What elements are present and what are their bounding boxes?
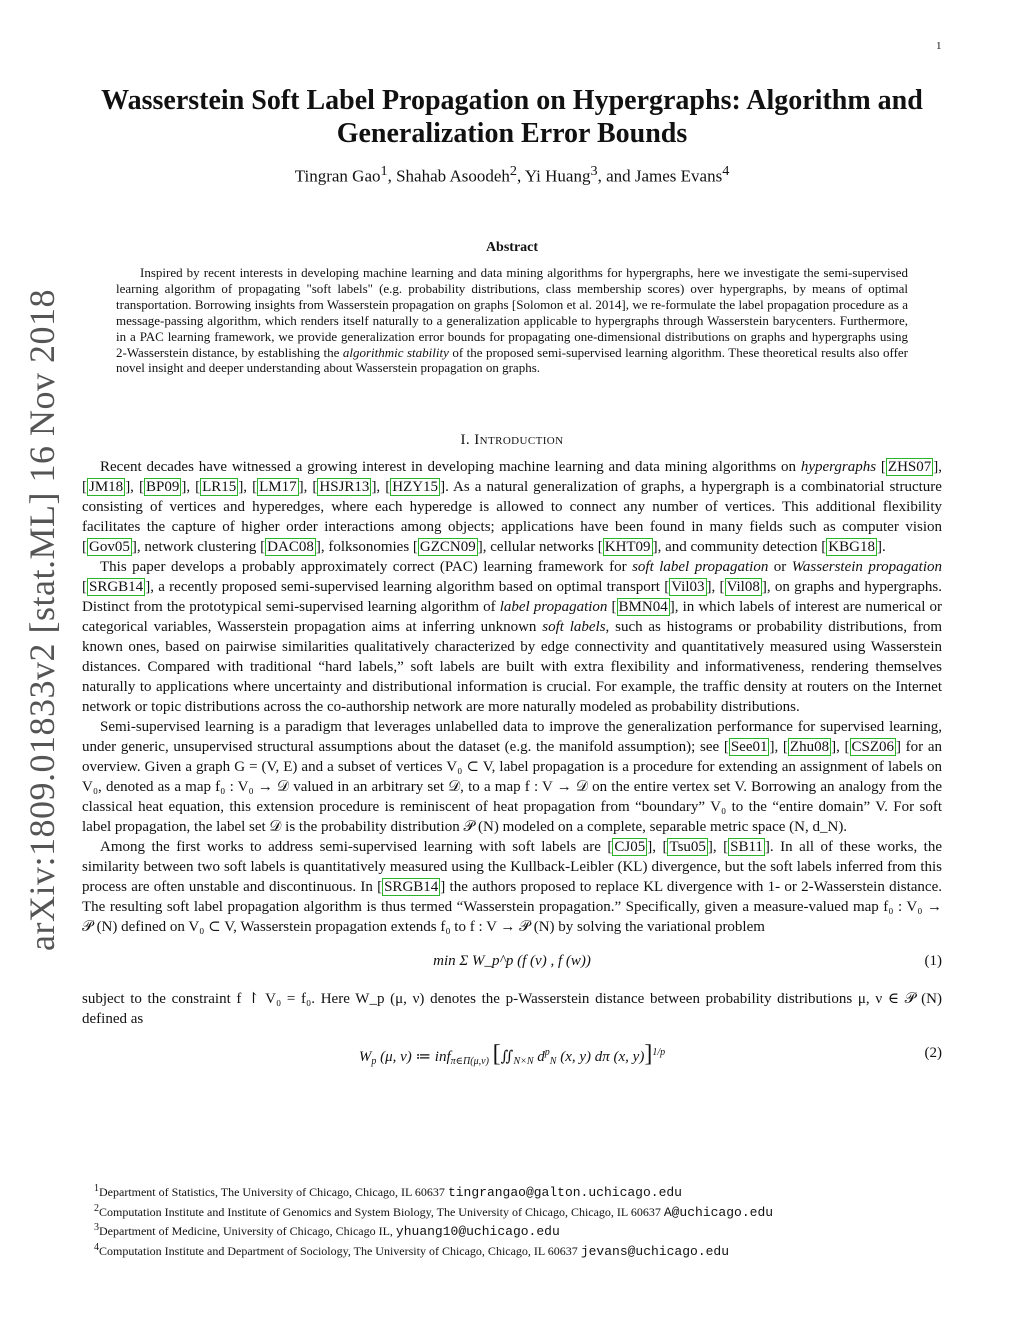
citation-link[interactable]: CSZ06 <box>851 739 895 755</box>
author: Shahab Asoodeh <box>396 166 510 186</box>
section-number: I. <box>460 432 471 448</box>
footnote-mark: 4 <box>94 1241 99 1253</box>
paragraph <box>82 989 942 1029</box>
emphasis: soft label propagation <box>632 559 769 575</box>
paper-title <box>80 84 944 150</box>
citation-link[interactable]: HZY15 <box>392 479 439 495</box>
text: , a recently proposed semi-supervised learning algorithm based on optimal transport <box>150 579 665 595</box>
footnote <box>94 1240 954 1260</box>
emphasis: label propagation <box>499 599 608 615</box>
footnotes <box>94 1181 954 1259</box>
citation-link[interactable]: Vil03 <box>671 579 705 595</box>
text: This paper develops a probably approximately correct (PAC) learning framework for <box>100 559 633 575</box>
citation-link[interactable]: BP09 <box>145 479 180 495</box>
text: Recent decades have witnessed a growing interest in developing machine learning and data mining algorithms on <box>100 459 801 475</box>
text: or <box>768 559 792 575</box>
text: , and community detection <box>657 539 822 555</box>
author: James Evans <box>634 166 723 186</box>
equation-1-formula: min Σ W_p^p (f (v) , f (w)) <box>433 953 591 969</box>
page-number: 1 <box>936 40 942 52</box>
author-list: Tingran Gao$^1$, Shahab Asoodeh$^2$, Yi Huang$^3$, and James Evans$^4$ <box>294 163 730 186</box>
citation-link[interactable]: CJ05 <box>614 839 646 855</box>
title-line-2: Generalization Error Bounds <box>336 118 688 149</box>
author: Tingran Gao <box>294 166 381 186</box>
citation-link[interactable]: SRGB14 <box>384 879 439 895</box>
abstract-part: of the proposed semi-supervised learning algorithm. These theoretical results also offer novel insight and deeper understanding about Wasserstein propagation on graphs. <box>116 344 908 376</box>
paragraph: Among the first works to address semi-supervised learning with soft labels are [ CJ05 ], [ Tsu05 ], [ SB11 ]. In all of these works, the similarity between two soft labels is quantitatively measured using the Kullback-Leibler (KL) divergence, but the soft labels inferred from this process are often unstable and discontinuous. In [ SRGB14 ] the authors proposed to replace KL divergence with 1- or 2-Wasserstein distance. The resulting soft label propagation algorithm is thus termed “Wasserstein propagation.” Specifically, given a measure-valued map f₀ : V₀ → 𝒫 (N) defined on V₀ ⊂ V, Wasserstein propagation extends f₀ to f : V → 𝒫 (N) by solving the variational problem <box>82 839 942 935</box>
abstract-heading: Abstract <box>485 240 539 255</box>
paragraph: Semi-supervised learning is a paradigm that leverages unlabelled data to improve the generalization performance for supervised learning, under generic, unsupervised structural assumptions about the dataset (e.g. the manifold assumption); see [ See01 ], [ Zhu08 ], [ CSZ06 ] for an overview. Given a graph G = (V, E) and a subset of vertices V₀ ⊂ V, label propagation is a procedure for extending an assignment of labels on V₀, denoted as a map f₀ : V₀ → 𝒟 valued in an arbitrary set 𝒟, to a map f : V → 𝒟 on the entire vertex set V. Borrowing an analogy from the classical heat equation, this extension procedure is reminiscent of heat propagation from “boundary” V₀ to the “entire domain” V. For soft label propagation, the label set 𝒟 is the probability distribution 𝒫 (N) modeled on a complete, separable metric space (N, d_N). <box>82 719 943 835</box>
author-mark: 1 <box>380 163 388 179</box>
citation-link[interactable]: Vil08 <box>726 579 760 595</box>
citation-link[interactable]: LR15 <box>202 479 237 495</box>
arxiv-identifier[interactable]: arXiv:1809.01833v2 [stat.ML] 16 Nov 2018 <box>22 289 62 951</box>
text: , cellular networks <box>482 539 598 555</box>
equation-1-number: (1) <box>924 953 942 969</box>
citation-link[interactable]: GZCN09 <box>419 539 476 555</box>
text: for an overview. Given a graph G = (V, E) and a subset of vertices V₀ ⊂ V, label propagation is a procedure for extending an assignment of labels on V₀, denoted as a map f₀ : V₀ → 𝒟 valued in an arbitrary set 𝒟, to a map f : V → 𝒟 on the entire vertex set V. Borrowing an analogy from the classical heat equation, this extension procedure is reminiscent of heat propagation from “boundary” V₀ to the “entire domain” V. For soft label propagation, the label set 𝒟 is the probability distribution 𝒫 (N) modeled on a complete, separable metric space (N, d_N). <box>82 739 943 835</box>
text: , network clustering <box>136 539 261 555</box>
arxiv-sidebar <box>2 289 62 951</box>
citation-link[interactable]: Gov05 <box>89 539 130 555</box>
email-link[interactable]: A@uchicago.edu <box>663 1204 774 1220</box>
text: , folksonomies <box>320 539 413 555</box>
abstract-text <box>116 265 908 376</box>
footnote <box>94 1220 954 1240</box>
emphasis: hypergraphs <box>800 459 877 475</box>
abstract-part: Inspired by recent interests in developing machine learning and data mining algorithms for hypergraphs, here we investigate the semi-supervised learning algorithm of propagating "soft labels" (e.g. probability distributions, class membership scores) over hypergraphs, by means of optimal transportation. Borrowing insights from Wasserstein propagation on graphs [Solomon et al. 2014], we re-formulate the label propagation procedure as a message-passing algorithm, which renders itself naturally to a generalization applicable to hypergraphs through Wasserstein barycenters. Furthermore, in a PAC learning framework, we provide generalization error bounds for propagating one-dimensional distributions on graphs and hypergraphs using 2-Wasserstein distance, by establishing the <box>116 265 908 360</box>
text: Semi-supervised learning is a paradigm that leverages unlabelled data to improve the generalization performance for supervised learning, under generic, unsupervised structural assumptions about the dataset (e.g. the manifold assumption); see <box>82 719 942 755</box>
equation-1 <box>82 941 942 985</box>
footnote-mark: 3 <box>94 1222 99 1234</box>
citation-link[interactable]: HSJR13 <box>319 479 370 495</box>
citation-link[interactable]: JM18 <box>89 479 124 495</box>
text: . <box>881 539 886 555</box>
text: the authors proposed to replace KL divergence with 1- or 2-Wasserstein distance. The resulting soft label propagation algorithm is thus termed “Wasserstein propagation.” Specifically, given a measure-valued map f₀ : V₀ → 𝒫 (N) defined on V₀ ⊂ V, Wasserstein propagation extends f₀ to f : V → 𝒫 (N) by solving the variational problem <box>82 879 942 935</box>
footnote-text: Computation Institute and Department of Sociology, The University of Chicago, Chicago, IL 60637 <box>99 1243 581 1258</box>
citation-link[interactable]: LM17 <box>259 479 297 495</box>
author: Yi Huang <box>524 166 591 186</box>
text: , on graphs and hypergraphs. Distinct from the prototypical semi-supervised learning algorithm of <box>82 579 942 615</box>
footnote <box>94 1201 954 1221</box>
footnote-mark: 2 <box>94 1202 99 1214</box>
paragraph: This paper develops a probably approximately correct (PAC) learning framework for soft label propagation or Wasserstein propagation [ SRGB14 ], a recently proposed semi-supervised learning algorithm based on optimal transport [ Vil03 ], [ Vil08 ], on graphs and hypergraphs. Distinct from the prototypical semi-supervised learning algorithm of label propagation [ BMN04 ], in which labels of interest are numerical or categorical variables, Wasserstein propagation aims at inferring unknown soft labels, such as histograms or probability distributions, from known ones, based on pairwise similarities qualitatively characterized by edge connectivity and quantitatively measured using Wasserstein distances. Compared with traditional “hard labels,” soft labels are built with extra flexibility and informativeness, rendering themselves naturally to applications where uncertainty and distributional information is crucial. For example, the traffic density at routers on the Internet network or topic distributions across the co-authorship network are more naturally modeled as probability distributions. <box>82 559 943 715</box>
citation-link[interactable]: KBG18 <box>828 539 875 555</box>
author-mark: 2 <box>509 163 517 179</box>
text: Among the first works to address semi-supervised learning with soft labels are <box>100 839 608 855</box>
author-mark: 3 <box>590 163 598 179</box>
email-link[interactable]: jevans@uchicago.edu <box>580 1243 730 1259</box>
emphasis: Wasserstein propagation <box>791 559 943 575</box>
citation-link[interactable]: SB11 <box>730 839 763 855</box>
text: . In all of these works, the similarity between two soft labels is quantitatively measured using the Kullback-Leibler (KL) divergence, but the soft labels inferred from this process are often unstable and discontinuous. In <box>82 839 942 895</box>
emphasis: soft labels <box>542 619 606 635</box>
email-link[interactable]: yhuang10@uchicago.edu <box>395 1224 560 1240</box>
section-title: Introduction <box>474 432 564 448</box>
citation-link[interactable]: DAC08 <box>267 539 314 555</box>
paragraph: Recent decades have witnessed a growing interest in developing machine learning and data mining algorithms on hypergraphs [ ZHS07 ], [ JM18 ], [ BP09 ], [ LR15 ], [ LM17 ], [ HSJR13 ], [ HZY15 ]. As a natural generalization of graphs, a hypergraph is a combinatorial structure consisting of vertices and hyperedges, where each hyperedge is allowed to connect any number of vertices. This additional flexibility facilitates the capture of higher order interactions among objects; applications have been found in many fields such as computer vision [ Gov05 ], network clustering [ DAC08 ], folksonomies [ GZCN09 ], cellular networks [ KHT09 ], and community detection [ KBG18 ]. <box>82 459 943 555</box>
footnote <box>94 1181 954 1201</box>
footnote-text: Computation Institute and Institute of Genomics and System Biology, The University of Chicago, Chicago, IL 60637 <box>99 1204 664 1219</box>
citation-link[interactable]: KHT09 <box>604 539 651 555</box>
equation-2-number: (2) <box>924 1045 942 1061</box>
citation-link[interactable]: Tsu05 <box>669 839 706 855</box>
citation-link[interactable]: SRGB14 <box>89 579 144 595</box>
citation-link[interactable]: Zhu08 <box>789 739 830 755</box>
citation-link[interactable]: ZHS07 <box>887 459 932 475</box>
footnote-mark: 1 <box>94 1183 99 1194</box>
text: subject to the constraint f ↾ V₀ = f₀. Here W_p (μ, ν) denotes the p-Wasserstein distance between probability distributions μ, ν ∈ 𝒫 (N) defined as <box>82 991 942 1027</box>
text: , such as histograms or probability distributions, from known ones, based on pairwise similarities qualitatively characterized by edge connectivity and quantitatively measured using Wasserstein distances. Compared with traditional “hard labels,” soft labels are built with extra flexibility and informativeness, rendering themselves naturally to applications where uncertainty and distributional information is crucial. For example, the traffic density at routers on the Internet network or topic distributions across the co-authorship network are more naturally modeled as probability distributions. <box>82 619 942 715</box>
text: , in which labels of interest are numerical or categorical variables, Wasserstein propagation aims at inferring unknown <box>82 599 943 635</box>
email-link[interactable]: tingrangao@galton.uchicago.edu <box>447 1185 682 1200</box>
equation-2 <box>82 1033 942 1077</box>
author-mark: 4 <box>722 163 730 179</box>
title-line-1: Wasserstein Soft Label Propagation on Hypergraphs: Algorithm and <box>101 85 923 116</box>
footnote-text: Department of Medicine, University of Chicago, Chicago IL, <box>99 1224 396 1239</box>
body-text <box>82 457 942 1081</box>
equation-2-formula: $W_p$ (μ, ν) ≔ inf$_{\pi\in\Pi(\mu,\nu)}$ [$∬_{N\times N}$ $d^p_N$ (x, y) dπ (x, y)]$^{1/p}$ <box>358 1041 666 1067</box>
text: . As a natural generalization of graphs, a hypergraph is a combinatorial structure consisting of vertices and hyperedges, where each hyperedge is allowed to connect any number of vertices. This additional flexibility facilitates the capture of higher order interactions among objects; applications have been found in many fields such as computer vision <box>82 479 942 535</box>
citation-link[interactable]: BMN04 <box>618 599 668 615</box>
section-heading <box>80 432 944 449</box>
footnote-text: Department of Statistics, The University of Chicago, Chicago, IL 60637 <box>99 1185 448 1199</box>
abstract-emphasis: algorithmic stability <box>342 344 449 360</box>
citation-link[interactable]: See01 <box>730 739 768 755</box>
